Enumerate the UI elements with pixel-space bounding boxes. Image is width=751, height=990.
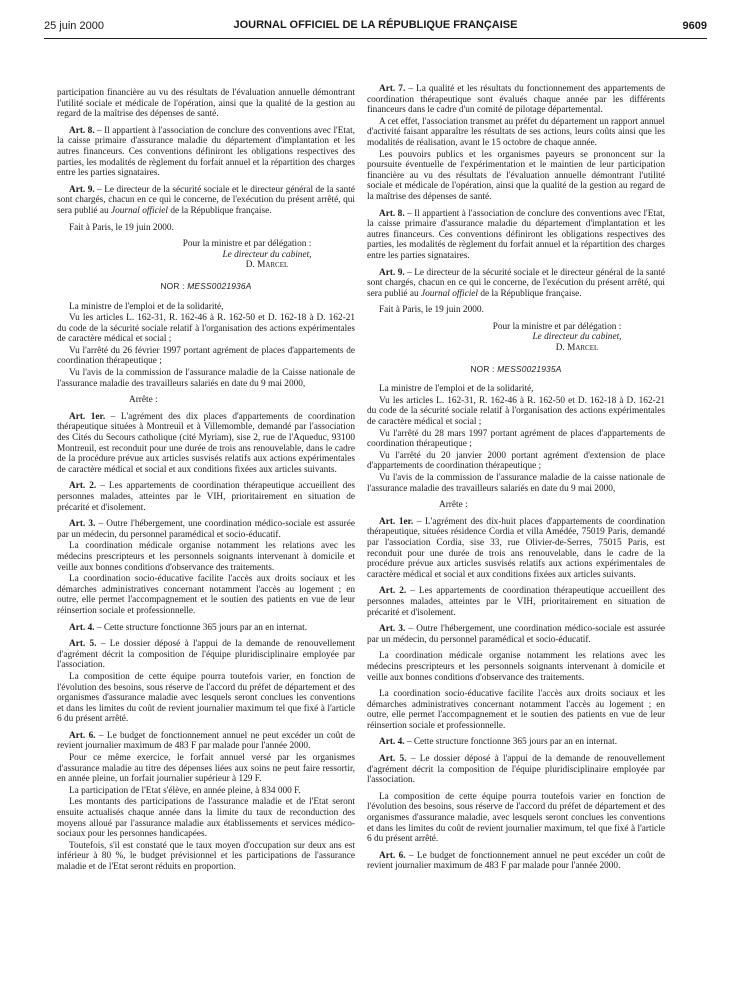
signature-line: Le directeur du cabinet,: [532, 332, 622, 343]
paragraph: participation financière au vu des résultats de l'évaluation annuelle démontrant l'utilité sociale et médicale de l'opération, ainsi que la qualité de la gestion au regard de la maîtrise des dépenses de santé.: [57, 88, 355, 120]
article-label: Art. 4.: [379, 737, 405, 748]
preamble: La ministre de l'emploi et de la solidarité,: [69, 301, 224, 312]
article-2: [367, 586, 665, 618]
article-label: Art. 5.: [379, 754, 407, 765]
article-8: [57, 126, 355, 179]
article-text: – Outre l'hébergement, une coordination médico-sociale est assurée par un médecin, du personnel paramédical et socio-éducatif.: [57, 519, 355, 540]
arrete-heading: Arrête :: [439, 500, 468, 511]
article-label: Art. 1er.: [69, 411, 106, 422]
signature-line: Pour la ministre et par délégation :: [492, 321, 622, 332]
article-text: – Le budget de fonctionnement annuel ne peut excéder un coût de revient journalier maximum de 483 F par malade pour l'année 2000.: [367, 850, 666, 872]
preamble: La ministre de l'emploi et de la solidarité,: [379, 384, 534, 395]
article-label: Art. 3.: [379, 624, 406, 635]
signature-name: D. Marcel: [555, 343, 599, 354]
article-text: – L'agrément des dix places d'appartements de coordination thérapeutique situées à Montreuil et à Villemomble, demandé par l'association des Cités du Secours catholique (cité Myriam), sise 2, rue de l'Aqueduc, 93100 Montreuil, est reconduit pour une durée de trois ans renouvelable, dans le cadre de la procédure prévue aux articles susvisés relatifs aux actions expérimentales de caractère médical et social et aux conditions fixées aux articles suivants.: [57, 411, 355, 475]
nor-reference: NOR : MESS0021935A: [470, 363, 562, 374]
paragraph: La coordination socio-éducative facilite l'accès aux droits sociaux et les démarches administratives concernant notamment l'accès au logement ; en outre, elle permet l'accompagnement et le soutien des patients en vue de leur réinsertion sociale et professionnelle.: [367, 689, 665, 731]
article-label: Art. 2.: [69, 481, 97, 492]
article-label: Art. 9.: [69, 184, 95, 195]
article-label: Art. 6.: [69, 730, 96, 741]
article-text: – Le dossier déposé à l'appui de la demande de renouvellement d'agrément décrit la composition de l'équipe pluridisciplinaire employée par l'association.: [57, 639, 355, 671]
signature-block: [57, 239, 355, 271]
article-text: – Il appartient à l'association de conclure des conventions avec l'Etat, la caisse primaire d'assurance maladie du département d'implantation et les autres financeurs. Ces conventions définiront les obligations respectives des parties, les modalités de règlement du forfait annuel et la répartition des charges entre les parties signataires.: [367, 208, 666, 261]
left-column: [57, 88, 355, 879]
article-label: Art. 8.: [69, 125, 95, 136]
article-label: Art. 4.: [69, 622, 95, 633]
preamble: Vu l'avis de la commission de l'assurance maladie de la caisse nationale de l'assurance maladie des travailleurs salariés en date du 9 mai 2000,: [367, 473, 665, 494]
article-5: [367, 754, 665, 786]
article-4: [367, 737, 665, 748]
article-3: [367, 624, 665, 645]
signature-block: [367, 322, 665, 354]
preamble: Vu les articles L. 162-31, R. 162-46 à R. 162-50 et D. 162-18 à D. 162-21 du code de la sécurité sociale relatif à l'organisation des actions expérimentales de caractère médical et social ;: [367, 395, 665, 428]
paragraph: Les montants des participations de l'assurance maladie et de l'Etat seront ensuite actualisés chaque année dans la limite du taux de reconduction des moyens alloué par l'assurance maladie aux établissements et services médico-sociaux pour les personnes handicapées.: [57, 797, 355, 840]
nor-code: MESS0021935A: [497, 363, 562, 374]
article-text: – Le directeur de la sécurité sociale et le directeur général de la santé sont chargés, chacun en ce qui le concerne, de l'exécution du présent arrêté, qui sera publié au: [367, 267, 666, 299]
preamble: Vu les articles L. 162-31, R. 162-46 à R. 162-50 et D. 162-18 à D. 162-21 du code de la sécurité sociale relatif à l'organisation des actions expérimentales de caractère médical et social ;: [57, 313, 355, 345]
journal-officiel-ref: Journal officiel: [420, 288, 479, 299]
article-text: – Le dossier déposé à l'appui de la demande de renouvellement d'agrément décrit la composition de l'équipe pluridisciplinaire employée par l'association.: [367, 754, 665, 786]
article-text: – La qualité et les résultats du fonctionnement des appartements de coordination thérapeutique sont évalués chaque année par les différents financeurs dans le cadre d'un comité de pilotage départemental.: [367, 84, 665, 116]
article-1: [367, 517, 665, 581]
paragraph: La coordination socio-éducative facilite l'accès aux droits sociaux et les démarches administratives concernant notamment l'accès au logement ; en outre, elle permet l'accompagnement et le soutien des patients en vue de leur réinsertion sociale et professionnelle.: [57, 574, 355, 616]
article-label: Art. 9.: [379, 267, 405, 278]
nor-code: MESS0021936A: [187, 280, 252, 291]
right-column: [367, 84, 665, 878]
arrete-heading: Arrête :: [129, 395, 158, 406]
article-text: de la République française.: [478, 288, 582, 299]
fait-a-paris: Fait à Paris, le 19 juin 2000.: [379, 305, 484, 316]
journal-title: JOURNAL OFFICIEL DE LA RÉPUBLIQUE FRANÇAISE: [233, 19, 518, 31]
article-text: – Les appartements de coordination thérapeutique accueillent des personnes malades, atteintes par le VIH, prioritairement en situation de précarité et d'isolement.: [367, 586, 665, 618]
header-date: 25 juin 2000: [44, 20, 104, 32]
preamble: Vu l'arrêté du 28 mars 1997 portant agrément de places d'appartements de coordination thérapeutique ;: [367, 428, 665, 450]
article-6: [367, 851, 665, 872]
paragraph: La coordination médicale organise notamment les relations avec les médecins prescripteurs et les personnels soignants intervenant à domicile et veille aux bonnes conditions d'observance des traitements.: [367, 651, 665, 683]
page-number: 9609: [682, 20, 707, 32]
article-6: [57, 731, 355, 752]
article-4: [57, 623, 355, 634]
signature-line: Pour la ministre et par délégation :: [182, 239, 312, 250]
article-label: Art. 1er.: [379, 516, 414, 527]
signature-line: Le directeur du cabinet,: [222, 249, 312, 260]
article-7: [367, 84, 665, 116]
article-9: [57, 185, 355, 217]
article-text: – Cette structure fonctionne 365 jours par an en internat.: [94, 622, 308, 633]
paragraph: Toutefois, s'il est constaté que le taux moyen d'occupation sur deux ans est inférieur à 80 %, le budget prévisionnel et les participations de l'assurance maladie et de l'Etat seront réduits en proportion.: [57, 840, 355, 872]
paragraph: La coordination médicale organise notamment les relations avec les médecins prescripteurs et les personnels soignants intervenant à domicile et veille aux bonnes conditions d'observance des traitements.: [57, 541, 355, 573]
article-2: [57, 481, 355, 513]
journal-officiel-ref: Journal officiel: [110, 205, 169, 216]
paragraph: Les pouvoirs publics et les organismes payeurs se prononcent sur la poursuite éventuelle de l'expérimentation et le maintien de leur participation financière au vu des résultats de l'évaluation annuelle démontrant l'utilité sociale et médicale de l'opération, ainsi que la qualité de la gestion au regard de la maîtrise des dépenses de santé.: [367, 149, 665, 202]
article-text: de la République française.: [168, 205, 272, 216]
article-text: – Outre l'hébergement, une coordination médico-sociale est assurée par un médecin, du personnel paramédical et socio-éducatif.: [367, 624, 665, 645]
article-3: [57, 519, 355, 540]
preamble: Vu l'arrêté du 20 janvier 2000 portant agrément d'extension de place d'appartements de coordination thérapeutique ;: [367, 450, 665, 472]
article-text: – Cette structure fonctionne 365 jours par an en internat.: [404, 737, 618, 748]
article-label: Art. 7.: [379, 84, 406, 94]
article-1: [57, 412, 355, 476]
article-8: [367, 209, 665, 262]
preamble: Vu l'arrêté du 26 février 1997 portant agrément de places d'appartements de coordination thérapeutique ;: [57, 345, 355, 367]
article-label: Art. 6.: [379, 850, 406, 861]
article-text: – Il appartient à l'association de conclure des conventions avec l'Etat, la caisse primaire d'assurance maladie du département d'implantation et les autres financeurs. Ces conventions définiront les obligations respectives des parties, les modalités de règlement du forfait annuel et la répartition des charges entre les parties signataires.: [57, 125, 356, 179]
article-label: Art. 8.: [379, 208, 405, 219]
paragraph: La composition de cette équipe pourra toutefois varier, en fonction de l'évolution des besoins, sous réserve de l'accord du préfet de département et des organismes d'assurance maladie avec lesquels seront conclues les conventions et dans les limites du coût de revient journalier maximum tel que fixé à l'article 6 du présent arrêté.: [57, 671, 355, 725]
article-text: – Le directeur de la sécurité sociale et le directeur général de la santé sont chargés, chacun en ce qui le concerne, de l'exécution du présent arrêté, qui sera publié au: [57, 184, 356, 216]
article-text: – Les appartements de coordination thérapeutique accueillent des personnes malades, atteintes par le VIH, prioritairement en situation de précarité et d'isolement.: [57, 481, 355, 513]
article-9: [367, 268, 665, 300]
article-label: Art. 5.: [69, 639, 97, 650]
article-label: Art. 2.: [379, 586, 407, 597]
paragraph: Pour ce même exercice, le forfait annuel versé par les organismes d'assurance maladie au titre des dépenses liées aux soins ne peut faire ressortir, en année pleine, un forfait journalier supérieur à 129 F.: [57, 753, 355, 785]
preamble: Vu l'avis de la commission de l'assurance maladie de la Caisse nationale de l'assurance maladie des travailleurs salariés en date du 9 mai 2000,: [57, 368, 355, 389]
article-label: Art. 3.: [69, 519, 96, 530]
nor-reference: NOR : MESS0021936A: [160, 280, 252, 291]
article-text: – Le budget de fonctionnement annuel ne peut excéder un coût de revient journalier maximum de 483 F par malade pour l'année 2000.: [57, 730, 356, 752]
page-header: [44, 16, 707, 39]
article-text: – L'agrément des dix-huit places d'appartements de coordination thérapeutique, situées résidence Cordia et villa Amédée, 75019 Paris, demandé par l'association Cordia, sise 33, rue Olivier-de-Serres, 75015 Paris, est reconduit pour une durée de trois ans renouvelable, dans le cadre de la procédure prévue aux articles susvisés relatifs aux actions expérimentales de caractère médical et social et aux conditions fixées aux articles suivants.: [367, 516, 665, 580]
article-5: [57, 639, 355, 671]
paragraph: La composition de cette équipe pourra toutefois varier en fonction de l'évolution des besoins, sous réserve de l'accord du préfet de département et des organismes d'assurance maladie, avec lesquels seront conclues les conventions et dans les limites du coût de revient journalier maximum, tel que fixé à l'article 6 du présent arrêté.: [367, 791, 665, 845]
signature-name: D. Marcel: [245, 260, 289, 271]
paragraph: A cet effet, l'association transmet au préfet du département un rapport annuel d'activité faisant apparaître les résultats de ses actions, leurs coûts ainsi que les modalités de réalisation, avant le 15 octobre de chaque année.: [367, 116, 665, 148]
paragraph: La participation de l'Etat s'élève, en année pleine, à 834 000 F.: [69, 785, 301, 796]
fait-a-paris: Fait à Paris, le 19 juin 2000.: [69, 222, 174, 233]
